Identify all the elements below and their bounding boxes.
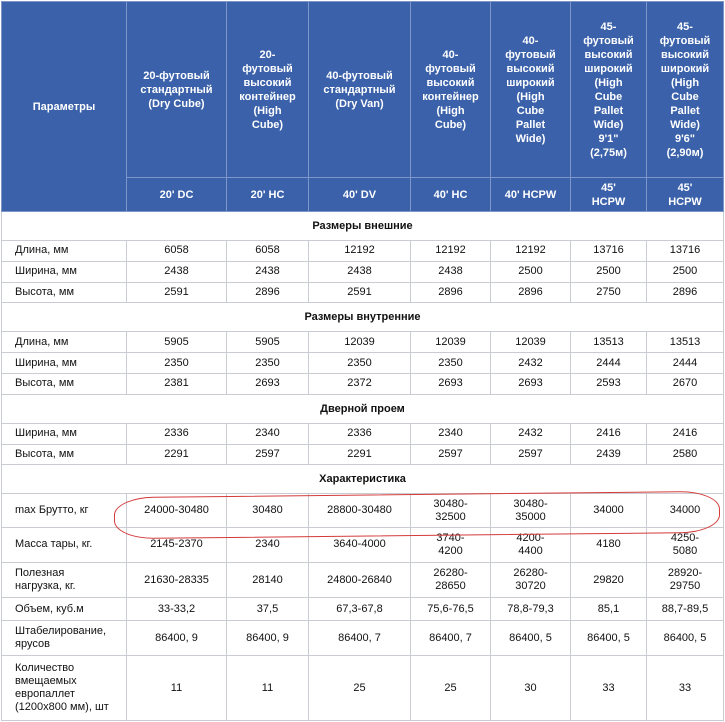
table-body <box>2 212 724 721</box>
col-code-40dv: 40' DV <box>309 178 411 212</box>
section-title-external: Размеры внешние <box>2 212 724 241</box>
table-cell: 2500 <box>647 261 724 282</box>
table-cell: 2416 <box>571 423 647 444</box>
table-cell: 4200- 4400 <box>491 527 571 562</box>
table-cell: 2438 <box>309 261 411 282</box>
table-cell: 28920- 29750 <box>647 562 724 597</box>
table-row-specs-europallets <box>2 656 724 721</box>
row-label-length: Ширина, мм <box>2 423 127 444</box>
table-cell: 26280- 30720 <box>491 562 571 597</box>
table-cell: 88,7-89,5 <box>647 598 724 621</box>
table-cell: 86400, 5 <box>491 621 571 656</box>
table-cell: 6058 <box>127 241 227 262</box>
table-cell: 2693 <box>491 373 571 394</box>
col-title-45hcpw-275: 45- футовый высокий широкий (High Cube Pallet Wide) 9'1" (2,75м) <box>571 2 647 178</box>
table-cell: 4180 <box>571 527 647 562</box>
row-label-tare-mass: Масса тары, кг. <box>2 527 127 562</box>
table-cell: 2340 <box>411 423 491 444</box>
row-label-stacking: Штабелирование, ярусов <box>2 621 127 656</box>
table-row-internal-width <box>2 353 724 374</box>
row-label-length: Длина, мм <box>2 332 127 353</box>
section-title-specs: Характеристика <box>2 465 724 494</box>
table-cell: 67,3-67,8 <box>309 598 411 621</box>
table-cell: 2432 <box>491 423 571 444</box>
table-cell: 2291 <box>127 444 227 465</box>
table-cell: 75,6-76,5 <box>411 598 491 621</box>
table-cell: 2416 <box>647 423 724 444</box>
table-row-specs-stacking <box>2 621 724 656</box>
table-cell: 85,1 <box>571 598 647 621</box>
row-label-payload: Полезная нагрузка, кг. <box>2 562 127 597</box>
table-cell: 86400, 5 <box>647 621 724 656</box>
section-row-door <box>2 394 724 423</box>
table-cell: 13716 <box>647 241 724 262</box>
table-cell: 86400, 7 <box>309 621 411 656</box>
table-cell: 86400, 7 <box>411 621 491 656</box>
table-cell: 33-33,2 <box>127 598 227 621</box>
table-cell: 26280- 28650 <box>411 562 491 597</box>
table-row-specs-max-brutto <box>2 494 724 527</box>
table-cell: 12039 <box>491 332 571 353</box>
table-cell: 30480- 32500 <box>411 494 491 527</box>
row-label-width: Ширина, мм <box>2 353 127 374</box>
col-title-45hcpw-290: 45- футовый высокий широкий (High Cube Pallet Wide) 9'6" (2,90м) <box>647 2 724 178</box>
table-row-external-length <box>2 241 724 262</box>
table-row-specs-tare-mass <box>2 527 724 562</box>
section-row-internal <box>2 303 724 332</box>
table-cell: 2693 <box>411 373 491 394</box>
table-row-specs-payload <box>2 562 724 597</box>
table-cell: 33 <box>571 656 647 721</box>
table-cell: 37,5 <box>227 598 309 621</box>
table-cell: 2591 <box>309 282 411 303</box>
table-cell: 86400, 9 <box>127 621 227 656</box>
section-row-specs <box>2 465 724 494</box>
table-cell: 6058 <box>227 241 309 262</box>
table-cell: 3740- 4200 <box>411 527 491 562</box>
row-label-width: Высота, мм <box>2 444 127 465</box>
col-title-40hcpw: 40- футовый высокий широкий (High Cube Pallet Wide) <box>491 2 571 178</box>
section-title-door: Дверной проем <box>2 394 724 423</box>
table-cell: 12192 <box>411 241 491 262</box>
table-row-specs-volume <box>2 598 724 621</box>
table-cell: 2670 <box>647 373 724 394</box>
table-cell: 2372 <box>309 373 411 394</box>
table-cell: 25 <box>411 656 491 721</box>
table-cell: 86400, 5 <box>571 621 647 656</box>
table-row-door-width <box>2 444 724 465</box>
col-title-40dv: 40-футовый стандартный (Dry Van) <box>309 2 411 178</box>
table-cell: 2500 <box>571 261 647 282</box>
col-code-45hcpw-290: 45' HCPW <box>647 178 724 212</box>
table-cell: 2381 <box>127 373 227 394</box>
col-title-20hc: 20- футовый высокий контейнер (High Cube) <box>227 2 309 178</box>
table-cell: 2336 <box>309 423 411 444</box>
table-cell: 2597 <box>491 444 571 465</box>
table-cell: 2580 <box>647 444 724 465</box>
table-cell: 78,8-79,3 <box>491 598 571 621</box>
table-cell: 2500 <box>491 261 571 282</box>
table-cell: 2444 <box>571 353 647 374</box>
row-label-volume: Объем, куб.м <box>2 598 127 621</box>
table-cell: 2896 <box>227 282 309 303</box>
table-cell: 21630-28335 <box>127 562 227 597</box>
table-cell: 5905 <box>127 332 227 353</box>
table-cell: 5905 <box>227 332 309 353</box>
table-cell: 34000 <box>571 494 647 527</box>
col-title-40hc: 40- футовый высокий контейнер (High Cube) <box>411 2 491 178</box>
table-cell: 2145-2370 <box>127 527 227 562</box>
section-title-internal: Размеры внутренние <box>2 303 724 332</box>
table-cell: 2350 <box>227 353 309 374</box>
table-cell: 2439 <box>571 444 647 465</box>
table-cell: 30 <box>491 656 571 721</box>
col-code-45hcpw-275: 45' HCPW <box>571 178 647 212</box>
table-cell: 2438 <box>411 261 491 282</box>
table-cell: 2896 <box>647 282 724 303</box>
row-label-europallets: Количество вмещаемых европаллет (1200х800 мм), шт <box>2 656 127 721</box>
table-cell: 2291 <box>309 444 411 465</box>
table-cell: 30480 <box>227 494 309 527</box>
row-label-height: Высота, мм <box>2 282 127 303</box>
row-label-width: Ширина, мм <box>2 261 127 282</box>
table-cell: 33 <box>647 656 724 721</box>
table-cell: 29820 <box>571 562 647 597</box>
table-cell: 2350 <box>309 353 411 374</box>
table-cell: 25 <box>309 656 411 721</box>
table-cell: 2597 <box>227 444 309 465</box>
table-cell: 4250- 5080 <box>647 527 724 562</box>
row-label-max-brutto: max Брутто, кг <box>2 494 127 527</box>
table-cell: 13513 <box>647 332 724 353</box>
table-cell: 2591 <box>127 282 227 303</box>
section-row-external <box>2 212 724 241</box>
table-row-external-height <box>2 282 724 303</box>
table-cell: 30480- 35000 <box>491 494 571 527</box>
table-cell: 12039 <box>411 332 491 353</box>
table-row-internal-length <box>2 332 724 353</box>
table-cell: 28800-30480 <box>309 494 411 527</box>
table-cell: 3640-4000 <box>309 527 411 562</box>
col-code-20dc: 20' DC <box>127 178 227 212</box>
table-cell: 86400, 9 <box>227 621 309 656</box>
table-cell: 12192 <box>491 241 571 262</box>
table-cell: 2340 <box>227 527 309 562</box>
table-cell: 2432 <box>491 353 571 374</box>
col-code-20hc: 20' HC <box>227 178 309 212</box>
table-cell: 13513 <box>571 332 647 353</box>
table-cell: 2896 <box>411 282 491 303</box>
table-cell: 2438 <box>227 261 309 282</box>
col-code-40hc: 40' HC <box>411 178 491 212</box>
table-row-external-width <box>2 261 724 282</box>
row-label-length: Длина, мм <box>2 241 127 262</box>
table-cell: 2750 <box>571 282 647 303</box>
table-cell: 2350 <box>127 353 227 374</box>
col-code-40hcpw: 40' HCPW <box>491 178 571 212</box>
table-cell: 11 <box>127 656 227 721</box>
table-cell: 2336 <box>127 423 227 444</box>
col-title-20dc: 20-футовый стандартный (Dry Cube) <box>127 2 227 178</box>
row-label-height: Высота, мм <box>2 373 127 394</box>
table-cell: 13716 <box>571 241 647 262</box>
table-cell: 24800-26840 <box>309 562 411 597</box>
table-cell: 2693 <box>227 373 309 394</box>
table-cell: 34000 <box>647 494 724 527</box>
table-cell: 2896 <box>491 282 571 303</box>
table-cell: 24000-30480 <box>127 494 227 527</box>
table-cell: 12192 <box>309 241 411 262</box>
table-row-internal-height <box>2 373 724 394</box>
table-cell: 2444 <box>647 353 724 374</box>
table-cell: 2340 <box>227 423 309 444</box>
table-cell: 11 <box>227 656 309 721</box>
table-cell: 28140 <box>227 562 309 597</box>
table-row-door-length <box>2 423 724 444</box>
container-spec-table <box>1 1 724 721</box>
table-cell: 2350 <box>411 353 491 374</box>
table-cell: 2597 <box>411 444 491 465</box>
table-cell: 2593 <box>571 373 647 394</box>
parameters-header: Параметры <box>2 2 127 212</box>
table-cell: 2438 <box>127 261 227 282</box>
table-cell: 12039 <box>309 332 411 353</box>
